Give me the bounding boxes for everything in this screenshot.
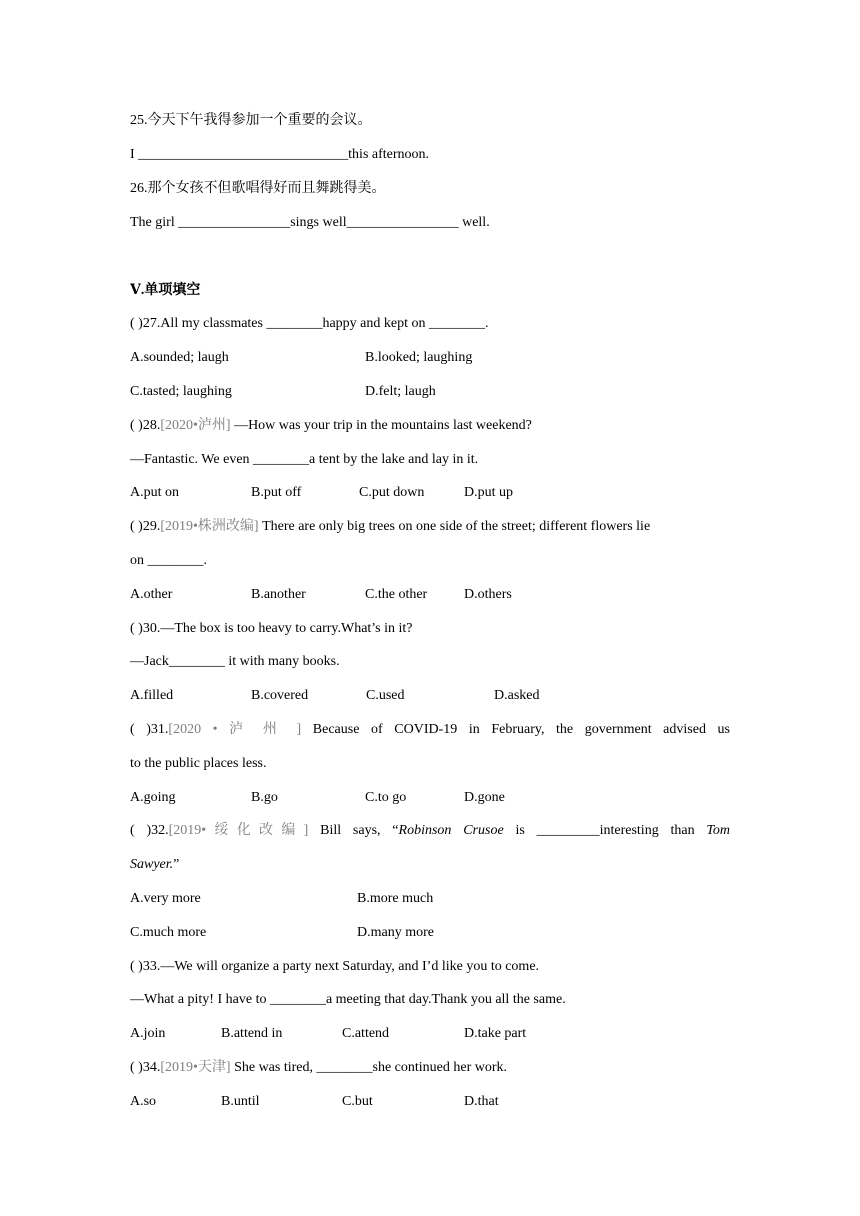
option-b: B.more much [357, 891, 434, 906]
question-33-line2: —What a pity! I have to ________a meeting that day.Thank you all the same. [130, 992, 566, 1007]
question-26-prompt: 26.那个女孩不但歌唱得好而且舞跳得美。 [130, 181, 386, 196]
question-number: ( )28. [130, 418, 161, 433]
option-c: C.tasted; laughing [130, 384, 232, 399]
option-d: D.others [464, 587, 512, 602]
question-text: Because of COVID-19 in February, the government advised us [301, 722, 730, 737]
option-b: B.looked; laughing [365, 350, 473, 365]
option-d: D.that [464, 1094, 499, 1109]
book-title-2: Tom [706, 823, 731, 838]
option-c: C.put down [359, 485, 425, 500]
option-b: B.another [251, 587, 306, 602]
option-c: C.but [342, 1094, 373, 1109]
book-title-cont: Sawyer. [130, 857, 174, 872]
option-d: D.gone [464, 790, 505, 805]
book-title: Robinson Crusoe [398, 823, 504, 838]
option-a: A.join [130, 1026, 166, 1041]
option-a: A.sounded; laugh [130, 350, 229, 365]
option-d: D.asked [494, 688, 540, 703]
question-28-stem [130, 415, 730, 437]
source-tag: [2019•天津] [160, 1060, 231, 1075]
section-title: Ⅴ.单项填空 [130, 283, 201, 298]
question-33-stem: ( )33.—We will organize a party next Saturday, and I’d like you to come. [130, 959, 540, 974]
question-30-options [130, 685, 730, 707]
option-b: B.attend in [221, 1026, 283, 1041]
question-32-line2 [130, 854, 730, 876]
option-b: B.covered [251, 688, 309, 703]
option-a: A.filled [130, 688, 174, 703]
option-c: C.attend [342, 1026, 390, 1041]
question-31-line2: to the public places less. [130, 756, 267, 771]
quote-close: ” [173, 857, 180, 872]
option-c: C.the other [365, 587, 428, 602]
question-28-line2: —Fantastic. We even ________a tent by the lake and lay in it. [130, 452, 479, 467]
question-28-options [130, 482, 730, 504]
question-31-stem [130, 719, 730, 741]
option-d: D.felt; laugh [365, 384, 436, 399]
question-25-answer: I ______________________________this afternoon. [130, 147, 430, 162]
source-tag: [2019•绥化改编] [168, 823, 309, 838]
question-text: There are only big trees on one side of the street; different flowers lie [258, 519, 651, 534]
question-34-options [130, 1091, 730, 1113]
question-29-stem [130, 516, 730, 538]
option-a: A.other [130, 587, 173, 602]
option-c: C.used [366, 688, 405, 703]
question-27-options [130, 347, 730, 369]
option-a: A.going [130, 790, 176, 805]
question-34-stem [130, 1057, 730, 1079]
option-a: A.very more [130, 891, 201, 906]
option-c: C.to go [365, 790, 407, 805]
question-number: ( )34. [130, 1060, 161, 1075]
option-d: D.take part [464, 1026, 527, 1041]
question-33-options [130, 1023, 730, 1045]
question-30-line2: —Jack________ it with many books. [130, 654, 340, 669]
question-26-answer: The girl ________________sings well________________ well. [130, 215, 490, 230]
question-29-options [130, 584, 730, 606]
source-tag: [2020•泸州] [160, 418, 231, 433]
option-c: C.much more [130, 925, 207, 940]
question-25-prompt: 25.今天下午我得参加一个重要的会议。 [130, 113, 372, 128]
question-text: —How was your trip in the mountains last weekend? [230, 418, 532, 433]
question-27-options-2 [130, 381, 730, 403]
question-number: ( )32. [130, 823, 169, 838]
source-tag: [2019•株洲改编] [160, 519, 259, 534]
option-d: D.put up [464, 485, 513, 500]
question-30-stem: ( )30.—The box is too heavy to carry.What’s in it? [130, 621, 413, 636]
question-text: She was tired, ________she continued her work. [230, 1060, 508, 1075]
question-number: ( )31. [130, 722, 169, 737]
option-a: A.put on [130, 485, 179, 500]
option-b: B.put off [251, 485, 302, 500]
question-32-options [130, 888, 730, 910]
option-b: B.until [221, 1094, 260, 1109]
question-27-stem: ( )27.All my classmates ________happy and kept on ________. [130, 316, 489, 331]
option-a: A.so [130, 1094, 157, 1109]
question-32-stem [130, 820, 730, 842]
question-number: ( )29. [130, 519, 161, 534]
question-29-line2: on ________. [130, 553, 207, 568]
question-text: Bill says, “ [308, 823, 399, 838]
question-31-options [130, 787, 730, 809]
question-text-2: is _________interesting than [503, 823, 707, 838]
option-d: D.many more [357, 925, 434, 940]
question-32-options-2 [130, 922, 730, 944]
option-b: B.go [251, 790, 278, 805]
source-tag: [2020 • 泸 州 ] [168, 722, 302, 737]
